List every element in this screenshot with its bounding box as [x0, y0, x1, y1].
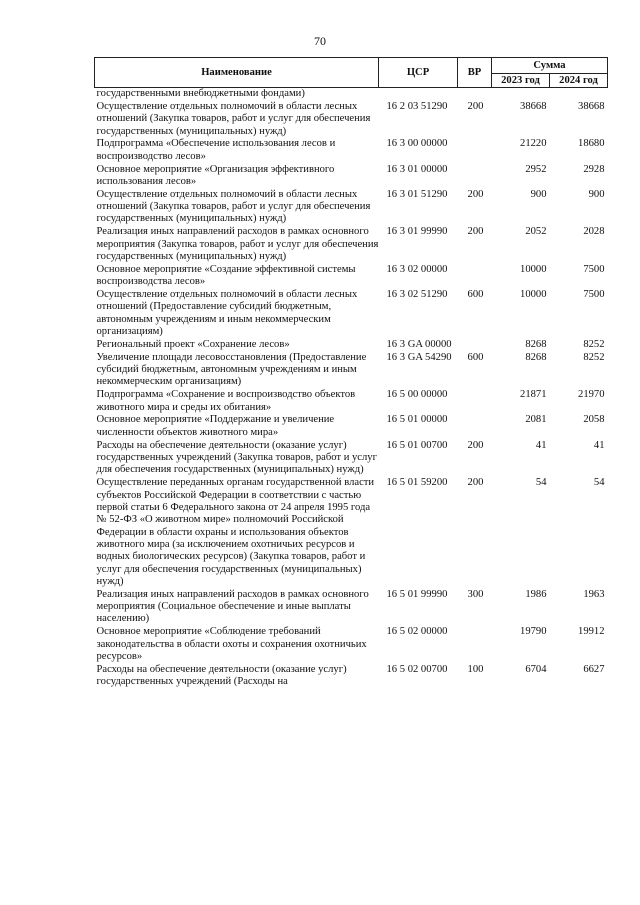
row-vr-cell: 200 — [467, 226, 484, 238]
row-csr-cell: 16 3 GA 54290 — [386, 351, 452, 363]
row-name-cell: Региональный проект «Сохранение лесов» — [96, 338, 290, 350]
row-2023-cell: 2052 — [525, 226, 547, 238]
row-name-cell: Подпрограмма «Обеспечение использования лесов и воспроизводство лесов» — [96, 138, 336, 162]
table-row — [95, 339, 608, 352]
row-csr-cell: 16 5 01 99990 — [386, 588, 448, 600]
row-csr-cell: 16 5 01 00000 — [386, 414, 448, 426]
row-csr-cell: 16 3 01 99990 — [386, 226, 448, 238]
header-sum: Сумма — [492, 58, 608, 74]
row-2024-cell: 19912 — [578, 626, 605, 638]
row-vr-cell — [458, 626, 492, 664]
row-name-cell: Реализация иных направлений расходов в рамках основного мероприятия (Социальное обеспечение и иные выплаты населению) — [96, 588, 369, 625]
page-number: 70 — [314, 34, 326, 48]
row-2024-cell: 2058 — [583, 414, 605, 426]
row-csr-cell: 16 5 01 00700 — [386, 439, 448, 451]
table-header — [95, 58, 608, 88]
row-vr-cell — [458, 264, 492, 289]
table-row — [95, 164, 608, 189]
row-name-cell: Основное мероприятие «Поддержание и увеличение численности объектов животного мира» — [96, 414, 335, 438]
header-year-2024: 2024 год — [550, 74, 608, 88]
row-name-cell: Увеличение площади лесовосстановления (Предоставление субсидий бюджетным, автономным учреждениям и иным некоммерческим организациям) — [96, 351, 367, 388]
row-2024-cell: 6627 — [583, 663, 605, 675]
row-name-cell: государственными внебюджетными фондами) — [96, 88, 305, 99]
row-2024-cell: 38668 — [578, 100, 605, 112]
table-row — [95, 626, 608, 664]
row-csr-cell: 16 5 01 59200 — [386, 477, 448, 489]
row-2023-cell: 2081 — [525, 414, 547, 426]
row-2024-cell: 18680 — [578, 138, 605, 150]
row-name-cell: Основное мероприятие «Организация эффективного использования лесов» — [96, 163, 335, 187]
row-2023-cell — [492, 88, 550, 101]
row-csr-cell: 16 2 03 51290 — [386, 100, 448, 112]
row-csr-cell: 16 5 02 00000 — [386, 626, 448, 638]
row-2023-cell: 8268 — [525, 351, 547, 363]
row-2023-cell: 21220 — [520, 138, 547, 150]
table-row — [95, 189, 608, 227]
row-2023-cell: 2952 — [525, 163, 547, 175]
table-row — [95, 664, 608, 689]
row-2024-cell: 1963 — [583, 588, 605, 600]
row-vr-cell: 600 — [467, 289, 484, 300]
row-2024-cell: 54 — [593, 477, 605, 489]
table-row — [95, 414, 608, 439]
row-2024-cell — [550, 88, 608, 101]
row-2024-cell: 7500 — [583, 263, 605, 275]
row-vr-cell — [458, 389, 492, 414]
row-vr-cell — [458, 164, 492, 189]
row-2023-cell: 19790 — [520, 626, 547, 638]
row-2023-cell: 10000 — [520, 263, 547, 275]
row-vr-cell: 200 — [467, 188, 484, 200]
table-row — [95, 440, 608, 478]
row-csr-cell: 16 3 GA 00000 — [386, 338, 452, 350]
row-2023-cell: 54 — [535, 477, 547, 489]
row-csr-cell: 16 3 02 51290 — [386, 289, 448, 300]
row-name-cell: Подпрограмма «Сохранение и воспроизводство объектов животного мира и среды их обитания» — [96, 389, 356, 413]
row-vr-cell — [458, 414, 492, 439]
budget-table — [94, 57, 608, 689]
row-2024-cell: 900 — [588, 188, 605, 200]
row-vr-cell: 200 — [467, 477, 484, 489]
row-2024-cell: 21970 — [578, 389, 605, 401]
row-name-cell: Осуществление отдельных полномочий в области лесных отношений (Закупка товаров, работ и услуг для обеспечения государственных (муниципальных) нужд) — [96, 100, 371, 137]
table-row — [95, 226, 608, 264]
row-csr-cell: 16 3 00 00000 — [386, 138, 448, 150]
table-body — [95, 88, 608, 690]
row-2024-cell: 8252 — [583, 351, 605, 363]
row-vr-cell — [458, 339, 492, 352]
row-name-cell: Реализация иных направлений расходов в рамках основного мероприятия (Закупка товаров, работ и услуг для обеспечения государственных (муниципальных) нужд) — [96, 226, 379, 262]
row-2024-cell: 2928 — [583, 163, 605, 175]
row-name-cell: Осуществление отдельных полномочий в области лесных отношений (Закупка товаров, работ и услуг для обеспечения государственных (муниципальных) нужд) — [96, 188, 371, 225]
row-vr-cell: 200 — [467, 439, 484, 451]
row-2023-cell: 6704 — [525, 663, 547, 675]
row-name-cell: Расходы на обеспечение деятельности (оказание услуг) государственных учреждений (Закупка товаров, работ и услуг для обеспечения государственных (муниципальных) нужд) — [96, 439, 377, 476]
row-csr-cell: 16 3 01 00000 — [386, 163, 448, 175]
row-2023-cell: 10000 — [520, 289, 547, 300]
header-csr: ЦСР — [379, 58, 458, 88]
header-name: Наименование — [95, 58, 379, 88]
row-name-cell: Осуществление отдельных полномочий в области лесных отношений (Предоставление субсидий бюджетным, автономным учреждениям и иным некоммерческим организациям) — [96, 289, 358, 338]
row-vr-cell: 600 — [467, 351, 484, 363]
row-vr-cell: 100 — [467, 663, 484, 675]
table-row — [95, 589, 608, 627]
row-2024-cell: 8252 — [583, 338, 605, 350]
row-vr-cell: 300 — [467, 588, 484, 600]
row-2024-cell: 7500 — [583, 289, 605, 300]
row-2023-cell: 21871 — [520, 389, 547, 401]
row-vr-cell — [458, 138, 492, 163]
row-2023-cell: 1986 — [525, 588, 547, 600]
table-row — [95, 352, 608, 390]
table-row — [95, 138, 608, 163]
table-row — [95, 264, 608, 289]
row-2023-cell: 41 — [535, 439, 547, 451]
row-csr-cell — [379, 88, 458, 101]
row-2023-cell: 8268 — [525, 338, 547, 350]
header-year-2023: 2023 год — [492, 74, 550, 88]
row-vr-cell: 200 — [467, 100, 484, 112]
row-csr-cell: 16 5 02 00700 — [386, 663, 448, 675]
row-2024-cell: 2028 — [583, 226, 605, 238]
header-vr: ВР — [458, 58, 492, 88]
table-row — [95, 389, 608, 414]
row-name-cell: Осуществление переданных органам государственной власти субъектов Российской Федерации в соответствии с частью первой статьи 6 Федерального закона от 24 апреля 1995 года № 52-ФЗ «О животном мире» полномочий Российской Федерации в области охраны и использования объектов животного мира (за исключением охотничьих ресурсов и водных биологических ресурсов) (Закупка товаров, работ и услуг для обеспечения государственных (муниципальных) нужд) — [96, 477, 375, 587]
row-2023-cell: 38668 — [520, 100, 547, 112]
row-2024-cell: 41 — [593, 439, 605, 451]
row-name-cell: Основное мероприятие «Соблюдение требований законодательства в области охоты и сохранения охотничьих ресурсов» — [96, 626, 367, 662]
row-name-cell: Расходы на обеспечение деятельности (оказание услуг) государственных учреждений (Расходы на — [96, 663, 347, 688]
row-csr-cell: 16 3 01 51290 — [386, 188, 448, 200]
row-csr-cell: 16 3 02 00000 — [386, 263, 448, 275]
row-2023-cell: 900 — [530, 188, 547, 200]
table-row — [95, 477, 608, 589]
row-csr-cell: 16 5 00 00000 — [386, 389, 448, 401]
table-row — [95, 289, 608, 339]
table-row — [95, 88, 608, 101]
row-vr-cell — [458, 88, 492, 101]
table-row — [95, 101, 608, 139]
row-name-cell: Основное мероприятие «Создание эффективной системы воспроизводства лесов» — [96, 263, 356, 288]
